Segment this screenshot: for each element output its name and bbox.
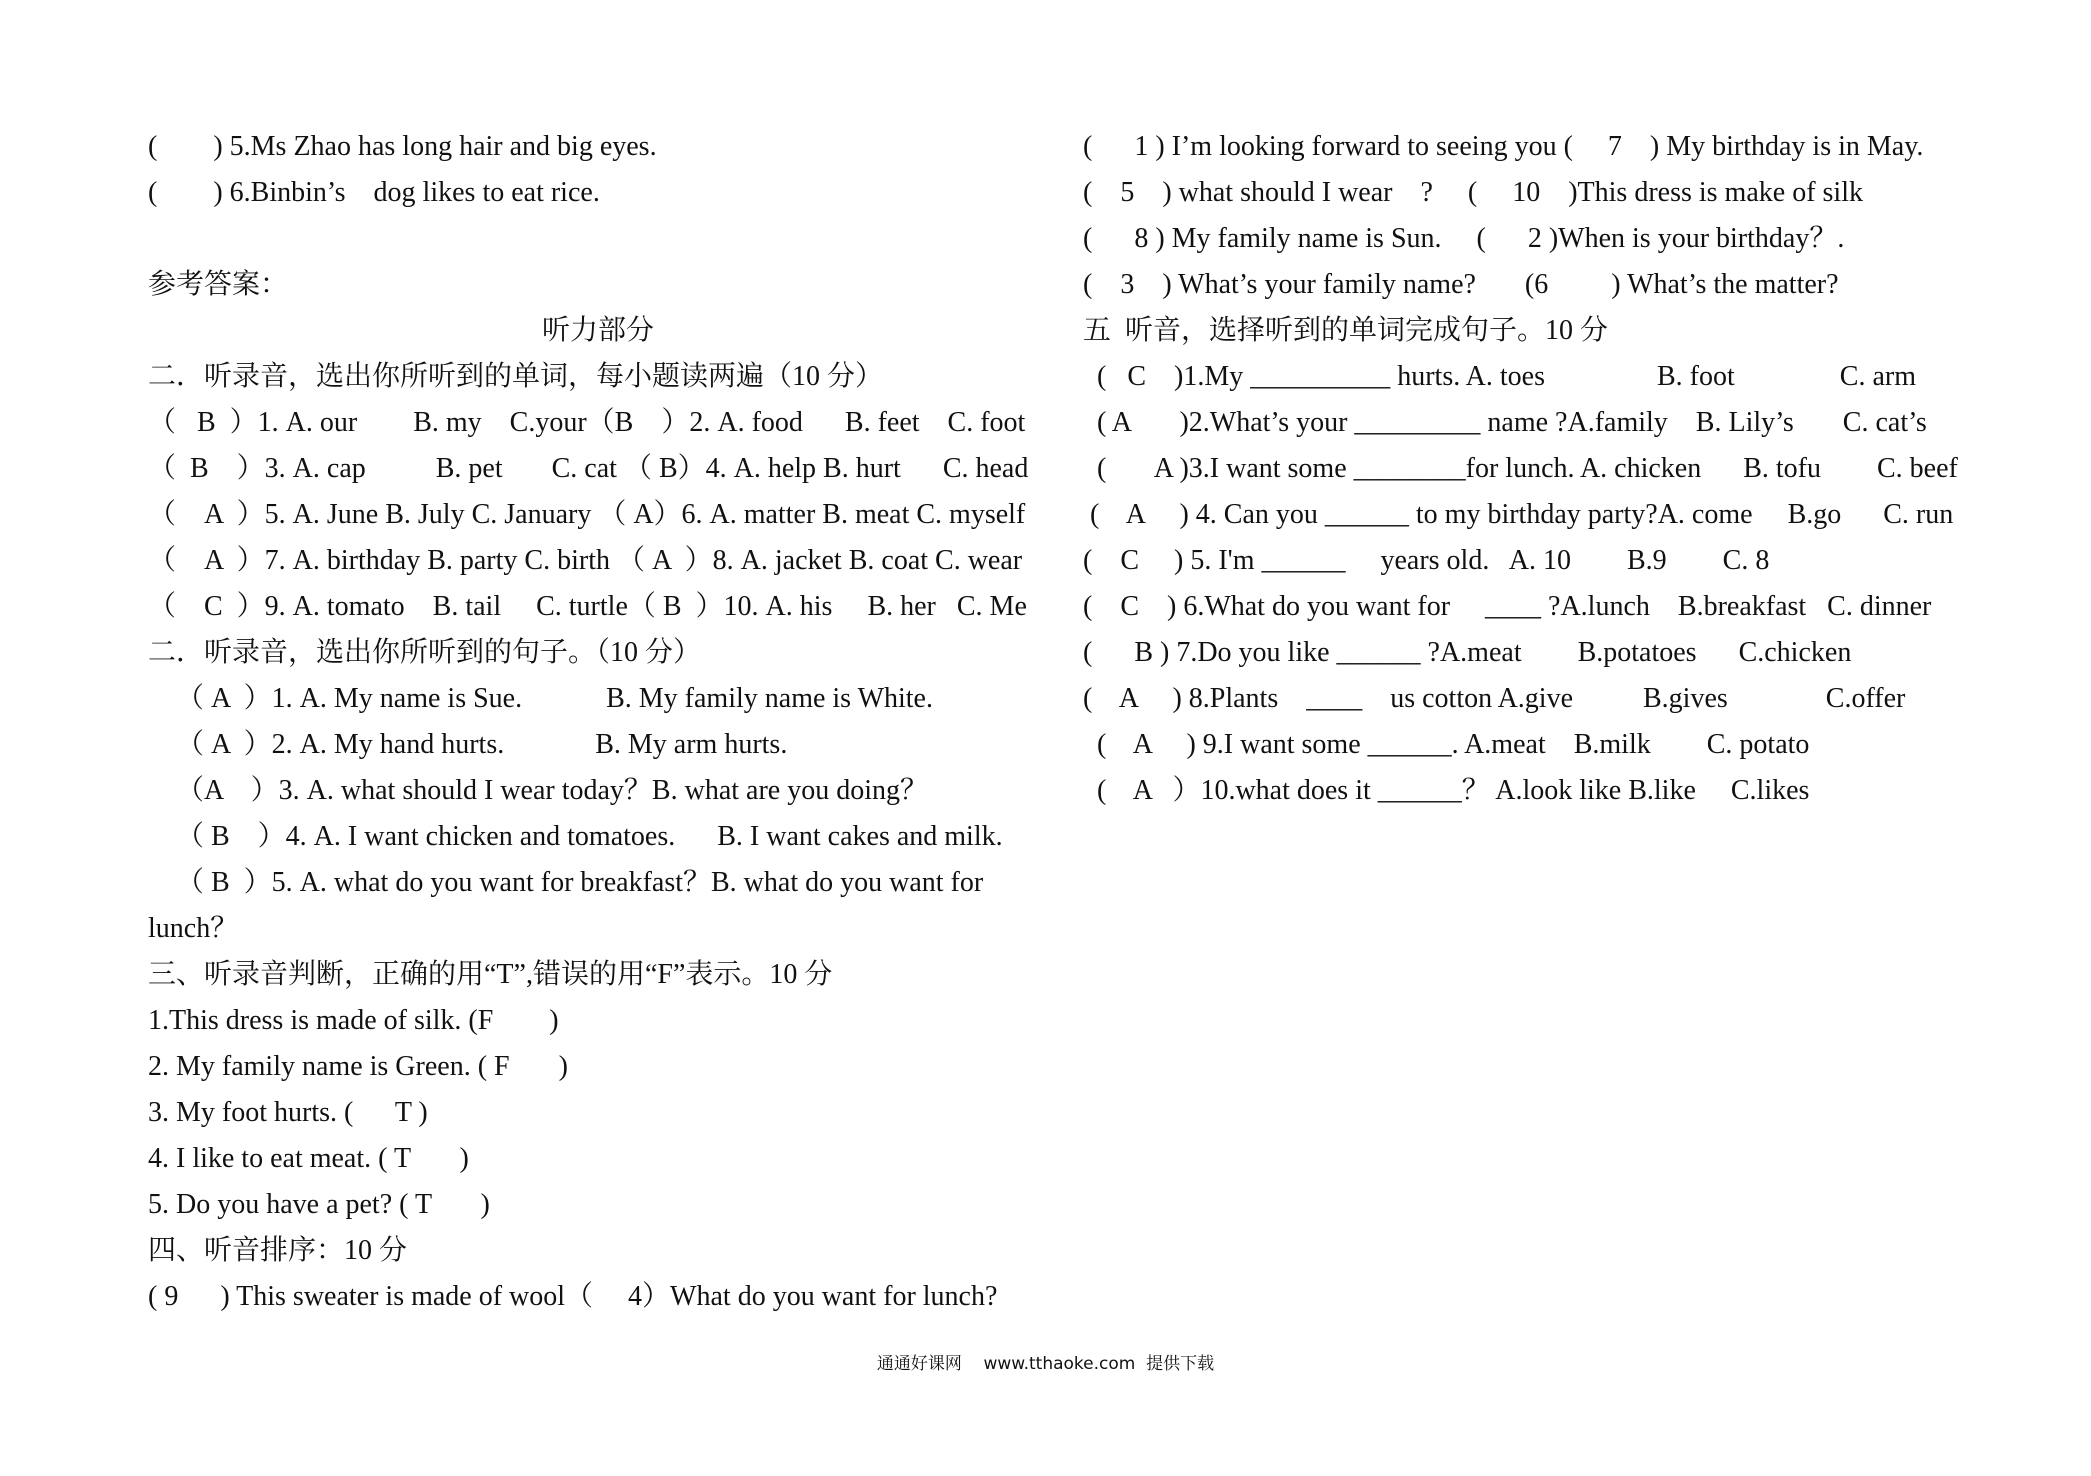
question-5: ( ) 5.Ms Zhao has long hair and big eyes. <box>148 131 657 162</box>
answer-line: ( 3 ) What’s your family name? (6 ) What’s the matter? <box>1083 269 1839 300</box>
section-2-words-heading: 二．听录音，选出你所听到的单词，每小题读两遍（10 分） <box>148 361 884 392</box>
answer-line: ( A ) 8.Plants ____ us cotton A.give B.gives C.offer <box>1083 683 1906 714</box>
answer-line: 3. My foot hurts. ( T ) <box>148 1097 428 1128</box>
answer-line: （ C ）9. A. tomato B. tail C. turtle（ B ）10. A. his B. her C. Me <box>148 591 1027 622</box>
blank-line <box>148 216 1048 262</box>
answer-line: ( A ) 4. Can you ______ to my birthday party?A. come B.go C. run <box>1083 499 1954 530</box>
answer-line: （ B ）3. A. cap B. pet C. cat （ B）4. A. help B. hurt C. head <box>148 453 1029 484</box>
answer-line: 1.This dress is made of silk. (F ) <box>148 1005 559 1036</box>
answer-line: ( A )3.I want some ________for lunch. A. chicken B. tofu C. beef <box>1083 453 1958 484</box>
answer-line: ( C ) 5. I'm ______ years old. A. 10 B.9 C. 8 <box>1083 545 1770 576</box>
answer-line: （ A ）1. A. My name is Sue. B. My family name is White. <box>148 683 933 714</box>
answer-line: 2. My family name is Green. ( F ) <box>148 1051 568 1082</box>
answer-line: ( 5 ) what should I wear ? ( 10 )This dress is make of silk <box>1083 177 1863 208</box>
section-4-heading: 四、听音排序：10 分 <box>148 1235 408 1266</box>
answer-line: （ A ）5. A. June B. July C. January （ A）6. A. matter B. meat C. myself <box>148 499 1026 530</box>
question-6: ( ) 6.Binbin’s dog likes to eat rice. <box>148 177 600 208</box>
answer-line-continued: lunch？ <box>148 913 239 944</box>
section-5-heading: 五 听音，选择听到的单词完成句子。10 分 <box>1083 315 1609 346</box>
answer-line: ( C ) 6.What do you want for ____ ?A.lunch B.breakfast C. dinner <box>1083 591 1932 622</box>
right-column <box>1083 124 2003 814</box>
answer-line: （A ）3. A. what should I wear today？B. what are you doing？ <box>148 775 928 806</box>
answer-line: （ B ）1. A. our B. my C.your（B ）2. A. food B. feet C. foot <box>148 407 1026 438</box>
answer-line: （ A ）2. A. My hand hurts. B. My arm hurts. <box>148 729 788 760</box>
answer-line: ( A ) 9.I want some ______. A.meat B.milk C. potato <box>1083 729 1810 760</box>
page-footer: 通通好课网 www.tthaoke.com 提供下载 <box>876 1354 1215 1374</box>
answer-line: （ B ）4. A. I want chicken and tomatoes. B. I want cakes and milk. <box>148 821 1003 852</box>
answer-line: （ A ）7. A. birthday B. party C. birth （ A ）8. A. jacket B. coat C. wear <box>148 545 1023 576</box>
answer-line: ( 8 ) My family name is Sun. ( 2 )When is your birthday？. <box>1083 223 1845 254</box>
answer-line: ( A ）10.what does it ______？ A.look like B.like C.likes <box>1083 775 1810 806</box>
answer-key-heading: 参考答案： <box>148 269 289 300</box>
listening-section-title: 听力部分 <box>541 315 654 346</box>
answer-line: ( A )2.What’s your _________ name ?A.family B. Lily’s C. cat’s <box>1083 407 1927 438</box>
answer-line: 4. I like to eat meat. ( T ) <box>148 1143 469 1174</box>
answer-line: ( 1 ) I’m looking forward to seeing you ( 7 ) My birthday is in May. <box>1083 131 1924 162</box>
answer-line: 5. Do you have a pet? ( T ) <box>148 1189 490 1220</box>
answer-line: ( B ) 7.Do you like ______ ?A.meat B.potatoes C.chicken <box>1083 637 1852 668</box>
answer-line: ( C )1.My __________ hurts. A. toes B. foot C. arm <box>1083 361 1916 392</box>
answer-line: ( 9 ) This sweater is made of wool（ 4）What do you want for lunch? <box>148 1281 998 1312</box>
left-column <box>148 124 1048 1320</box>
section-3-heading: 三、听录音判断，正确的用“T”,错误的用“F”表示。10 分 <box>148 959 833 990</box>
section-2-sentences-heading: 二．听录音，选出你所听到的句子。（10 分） <box>148 637 702 668</box>
answer-line: （ B ）5. A. what do you want for breakfast？B. what do you want for <box>148 867 984 898</box>
